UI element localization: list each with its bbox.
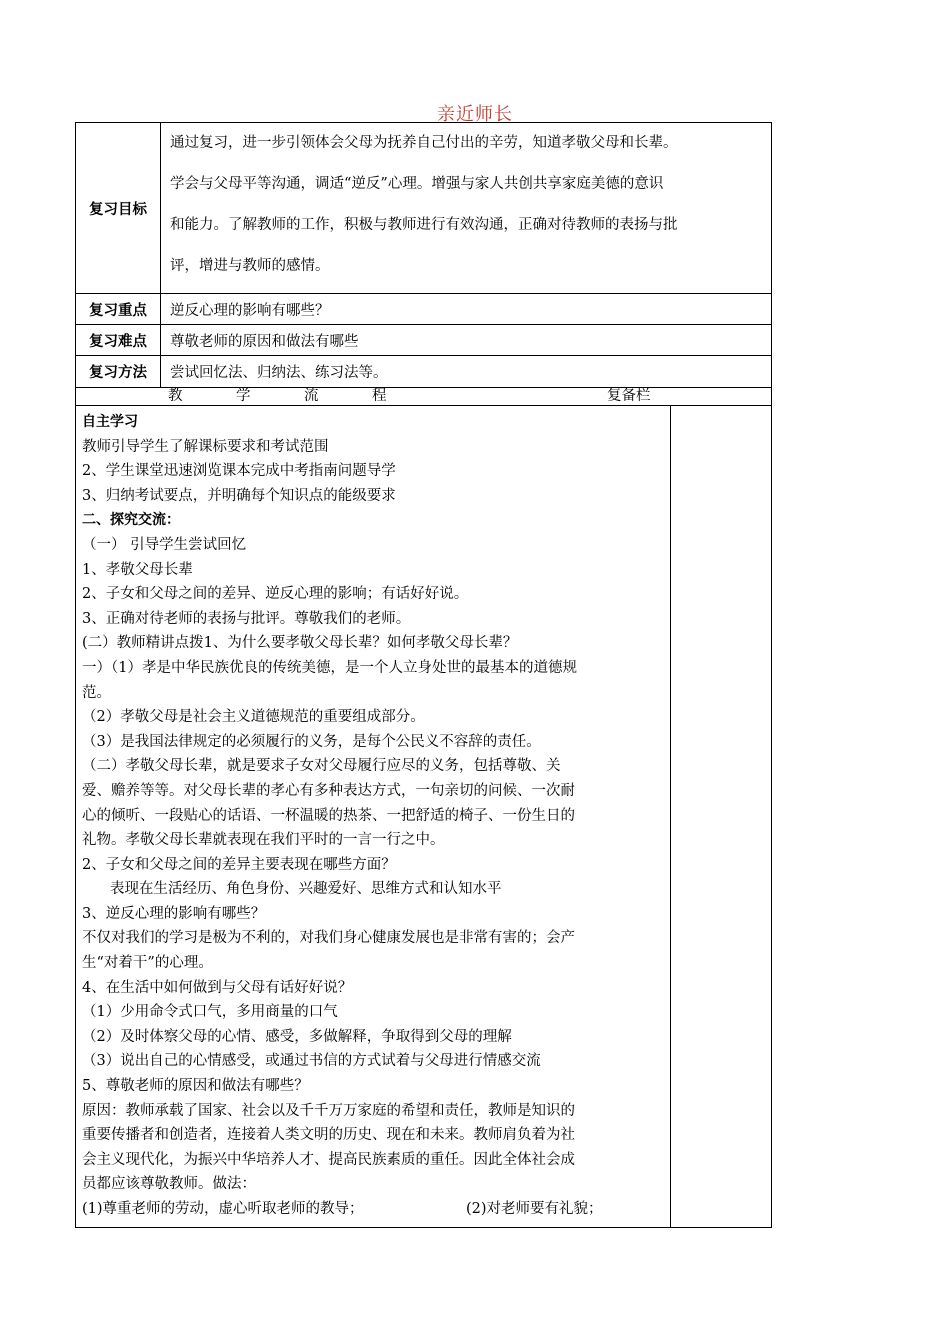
page-title: 亲近师长: [437, 104, 513, 125]
teaching-flow-body: [75, 405, 772, 1228]
content-line: 不仅对我们的学习是极为不利的，对我们身心健康发展也是非常有害的；会产: [82, 930, 575, 947]
teaching-flow-content: [82, 410, 664, 1222]
goal-line: 评，增进与教师的感情。: [170, 258, 330, 274]
focus-row: [76, 294, 772, 325]
focus-label: 复习重点: [76, 294, 161, 325]
difficulty-row: [76, 325, 772, 356]
content-line: 5、尊敬老师的原因和做法有哪些？: [82, 1078, 309, 1095]
practice-item: (1)尊重老师的劳动，虚心听取老师的教导；: [82, 1201, 364, 1217]
content-line: 生“对着干”的心理。: [82, 955, 213, 972]
goal-line: 学会与父母平等沟通，调适“逆反”心理。增强与家人共创共享家庭美德的意识: [170, 176, 664, 192]
flow-header-char: 教: [168, 388, 183, 404]
content-line: 3、正确对待老师的表扬与批评。尊敬我们的老师。: [82, 610, 411, 627]
content-line: 教师引导学生了解课标要求和考试范围: [82, 438, 329, 455]
content-line: （一） 引导学生尝试回忆: [82, 536, 247, 553]
content-line: 2、子女和父母之间的差异主要表现在哪些方面？: [82, 856, 396, 873]
content-line: 礼物。孝敬父母长辈就表现在我们平时的一言一行之中。: [82, 832, 445, 849]
content-line: 3、逆反心理的影响有哪些？: [82, 905, 266, 922]
section-heading: 二、探究交流：: [82, 512, 180, 529]
content-line: （3）说出自己的心情感受，或通过书信的方式试着与父母进行情感交流: [82, 1053, 541, 1070]
goal-line: 通过复习，进一步引领体会父母为抚养自己付出的辛劳，知道孝敬父母和长辈。: [170, 135, 678, 151]
content-line: 爱、赡养等等。对父母长辈的孝心有多种表达方式，一句亲切的问候、一次耐: [82, 782, 575, 799]
content-line: （3）是我国法律规定的必须履行的义务，是每个公民义不容辞的责任。: [82, 733, 541, 750]
flow-header-row: [75, 380, 772, 406]
content-line: 范。: [82, 684, 111, 701]
content-line: （二）孝敬父母长辈，就是要求子女对父母履行应尽的义务，包括尊敬、关: [82, 758, 561, 775]
method-label: 复习方法: [76, 356, 161, 388]
content-line: 员都应该尊敬教师。做法：: [82, 1176, 256, 1193]
content-line: [82, 1197, 664, 1222]
notes-column-divider: [670, 406, 671, 1227]
section-heading: 自主学习: [82, 414, 138, 430]
flow-header-char: 学: [236, 388, 251, 404]
goal-text: [161, 123, 772, 294]
difficulty-label: 复习难点: [76, 325, 161, 356]
goal-row: [76, 123, 772, 294]
content-line: （2）及时体察父母的心情、感受，多做解释，争取得到父母的理解: [82, 1028, 512, 1045]
content-line: (二）教师精讲点拨1、为什么要孝敬父母长辈？如何孝敬父母长辈？: [82, 635, 518, 652]
content-line: 3、归纳考试要点，并明确每个知识点的能级要求: [82, 487, 396, 504]
flow-header-char: 程: [372, 388, 387, 404]
content-line: 1、孝敬父母长辈: [82, 561, 193, 578]
content-line: 会主义现代化，为振兴中华培养人才、提高民族素质的重任。因此全体社会成: [82, 1151, 575, 1168]
goal-line: 和能力。了解教师的工作，积极与教师进行有效沟通，正确对待教师的表扬与批: [170, 217, 678, 233]
content-line: 重要传播者和创造者，连接着人类文明的历史、现在和未来。教师肩负着为社: [82, 1127, 575, 1144]
practice-item: (2)对老师要有礼貌；: [466, 1201, 603, 1217]
focus-value: 逆反心理的影响有哪些？: [161, 294, 772, 325]
content-line: 4、在生活中如何做到与父母有话好好说？: [82, 979, 353, 996]
goal-label: 复习目标: [76, 123, 161, 294]
content-line: 2、学生课堂迅速浏览课本完成中考指南问题导学: [82, 463, 396, 480]
content-line: 表现在生活经历、角色身份、兴趣爱好、思维方式和认知水平: [110, 881, 502, 898]
content-line: 心的倾听、一段贴心的话语、一杯温暖的热茶、一把舒适的椅子、一份生日的: [82, 807, 575, 824]
content-line: （2）孝敬父母是社会主义道德规范的重要组成部分。: [82, 709, 425, 726]
content-line: （1）少用命令式口气，多用商量的口气: [82, 1004, 338, 1021]
method-value: 尝试回忆法、归纳法、练习法等。: [161, 356, 772, 388]
flow-header-char: 流: [304, 388, 319, 404]
review-info-table: [75, 122, 772, 388]
notes-column-header: 复备栏: [607, 388, 651, 404]
content-line: 一）（1）孝是中华民族优良的传统美德，是一个人立身处世的最基本的道德规: [82, 659, 577, 676]
difficulty-value: 尊敬老师的原因和做法有哪些: [161, 325, 772, 356]
content-line: 2、子女和父母之间的差异、逆反心理的影响；有话好好说。: [82, 586, 469, 603]
content-line: 原因：教师承载了国家、社会以及千千万万家庭的希望和责任，教师是知识的: [82, 1102, 575, 1119]
